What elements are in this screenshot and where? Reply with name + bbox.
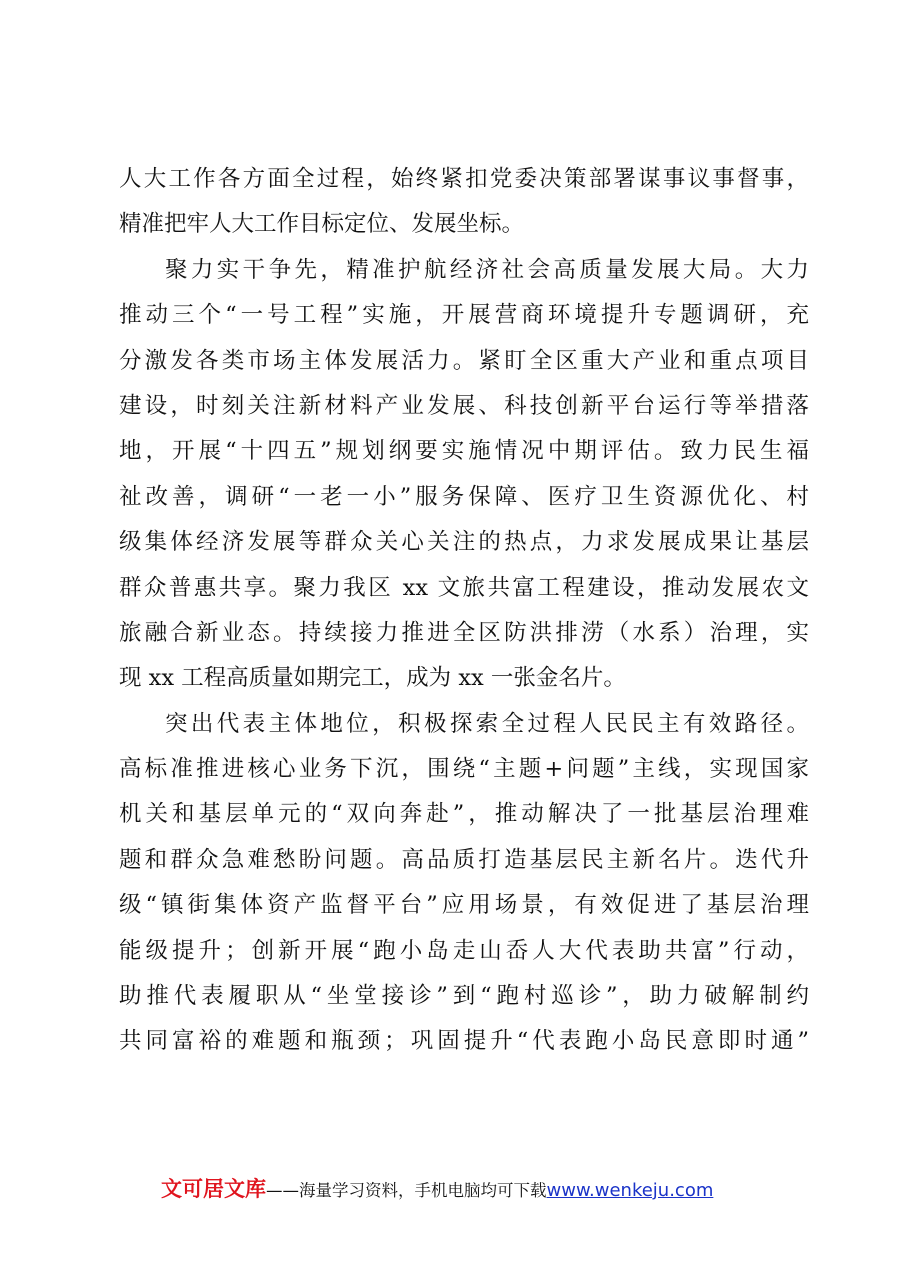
body-line: 群众普惠共享。聚力我区 xx 文旅共富工程建设，推动发展农文: [119, 574, 809, 601]
body-line: 高标准推进核心业务下沉，围绕“主题+问题”主线，实现国家: [119, 756, 809, 783]
footer-brand: 文可居文库: [161, 1177, 266, 1201]
body-line: 地，开展“十四五”规划纲要实施情况中期评估。致力民生福: [119, 438, 809, 465]
body-line: 分激发各类市场主体发展活力。紧盯全区重大产业和重点项目: [119, 347, 809, 374]
footer-banner: [161, 1174, 713, 1204]
body-line: 共同富裕的难题和瓶颈；巩固提升“代表跑小岛民意即时通”: [119, 1028, 809, 1055]
body-line: 机关和基层单元的“双向奔赴”，推动解决了一批基层治理难: [119, 801, 809, 828]
body-line: 助推代表履职从“坐堂接诊”到“跑村巡诊”，助力破解制约: [119, 983, 809, 1010]
body-line: 建设，时刻关注新材料产业发展、科技创新平台运行等举措落: [119, 392, 809, 419]
body-line: 现 xx 工程高质量如期完工，成为 xx 一张金名片。: [119, 665, 626, 692]
body-line: 级“镇街集体资产监督平台”应用场景，有效促进了基层治理: [119, 892, 809, 919]
body-line: 题和群众急难愁盼问题。高品质打造基层民主新名片。迭代升: [119, 846, 809, 873]
document-body: [119, 157, 809, 1065]
body-line: 人大工作各方面全过程，始终紧扣党委决策部署谋事议事督事，: [119, 166, 809, 192]
body-line: 推动三个“一号工程”实施，开展营商环境提升专题调研，充: [119, 302, 809, 329]
body-line: 能级提升；创新开展“跑小岛走山岙人大代表助共富”行动，: [119, 937, 809, 964]
footer-site-link[interactable]: www.wenkeju.com: [546, 1180, 714, 1201]
body-line: 祉改善，调研“一老一小”服务保障、医疗卫生资源优化、村: [119, 483, 809, 510]
body-line: 旅融合新业态。持续接力推进全区防洪排涝（水系）治理，实: [119, 619, 809, 646]
body-line: 突出代表主体地位，积极探索全过程人民民主有效路径。: [165, 710, 809, 737]
footer-slogan: ——海量学习资料，手机电脑均可下载: [266, 1181, 547, 1200]
body-line: 精准把牢人大工作目标定位、发展坐标。: [119, 211, 525, 238]
body-line: 级集体经济发展等群众关心关注的热点，力求发展成果让基层: [119, 529, 809, 556]
body-line: 聚力实干争先，精准护航经济社会高质量发展大局。大力: [165, 256, 809, 283]
